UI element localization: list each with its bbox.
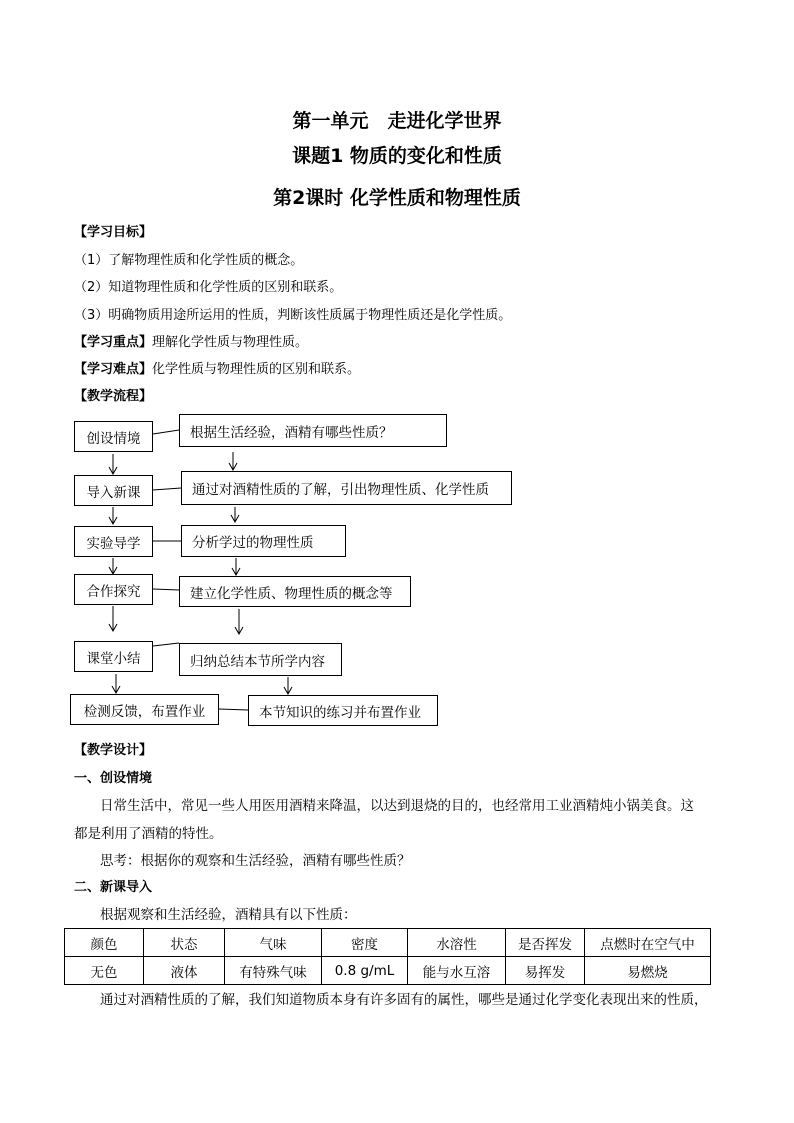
flow-content-1: 根据生活经验，酒精有哪些性质？ (179, 414, 447, 447)
period-title: 第2课时 化学性质和物理性质 (273, 187, 521, 209)
flow-content-2: 通过对酒精性质的了解，引出物理性质、化学性质 (181, 471, 512, 505)
table-cell: 液体 (144, 957, 225, 985)
flow-content-6: 本节知识的练习并布置作业 (248, 695, 438, 726)
objective-item-3: （3）明确物质用途所运用的性质，判断该性质属于物理性质还是化学性质。 (74, 308, 512, 323)
objectives-heading: 【学习目标】 (74, 225, 153, 240)
flow-content-4: 建立化学性质、物理性质的概念等 (179, 576, 411, 607)
section-2-intro: 根据观察和生活经验，酒精具有以下性质： (100, 907, 357, 923)
table-cell: 易燃烧 (585, 957, 711, 985)
section-1-question: 思考：根据你的观察和生活经验，酒精有哪些性质？ (100, 853, 411, 869)
table-header-row (65, 929, 711, 957)
lesson-title: 课题1 物质的变化和性质 (292, 145, 502, 167)
unit-title: 第一单元 走进化学世界 (292, 110, 502, 132)
flow-step-cooperative-inquiry: 合作探究 (74, 574, 153, 605)
difficulty-label: 【学习难点】 (74, 362, 153, 377)
table-cell: 能与水互溶 (408, 957, 506, 985)
flow-heading: 【教学流程】 (74, 389, 153, 404)
flow-content-5: 归纳总结本节所学内容 (179, 643, 342, 676)
section-1-paragraph-line-1: 日常生活中，常见一些人用医用酒精来降温，以达到退烧的目的，也经常用工业酒精炖小锅美食。这 (100, 798, 694, 814)
objective-item-1: （1）了解物理性质和化学性质的概念。 (74, 253, 304, 268)
table-cell: 有特殊气味 (225, 957, 322, 985)
table-cell: 0.8 g/mL (322, 957, 408, 985)
design-heading: 【教学设计】 (74, 743, 153, 758)
table-row (65, 957, 711, 985)
alcohol-properties-table (64, 928, 711, 985)
flow-step-feedback-homework: 检测反馈，布置作业 (70, 694, 219, 725)
table-header-cell: 水溶性 (408, 929, 506, 957)
flow-step-experiment-guide: 实验导学 (74, 526, 153, 557)
table-header-cell: 气味 (225, 929, 322, 957)
objective-item-2: （2）知道物理性质和化学性质的区别和联系。 (74, 280, 343, 295)
table-header-cell: 密度 (322, 929, 408, 957)
difficulty-text: 化学性质与物理性质的区别和联系。 (152, 362, 361, 377)
flow-step-class-summary: 课堂小结 (74, 641, 153, 672)
section-1-title: 一、创设情境 (74, 771, 153, 786)
table-header-cell: 点燃时在空气中 (585, 929, 711, 957)
section-2-paragraph: 通过对酒精性质的了解，我们知道物质本身有许多固有的属性，哪些是通过化学变化表现出来的性质， (100, 992, 708, 1008)
table-header-cell: 状态 (144, 929, 225, 957)
table-header-cell: 是否挥发 (506, 929, 585, 957)
table-header-cell: 颜色 (65, 929, 144, 957)
key-point-label: 【学习重点】 (74, 335, 153, 350)
table-cell: 易挥发 (506, 957, 585, 985)
flow-step-introduce-lesson: 导入新课 (74, 475, 153, 506)
flow-step-create-situation: 创设情境 (74, 421, 153, 452)
key-point-text: 理解化学性质与物理性质。 (152, 335, 309, 350)
table-cell: 无色 (65, 957, 144, 985)
section-2-title: 二、新课导入 (74, 880, 153, 895)
section-1-paragraph-line-2: 都是利用了酒精的特性。 (74, 826, 223, 842)
flow-content-3: 分析学过的物理性质 (181, 525, 346, 557)
